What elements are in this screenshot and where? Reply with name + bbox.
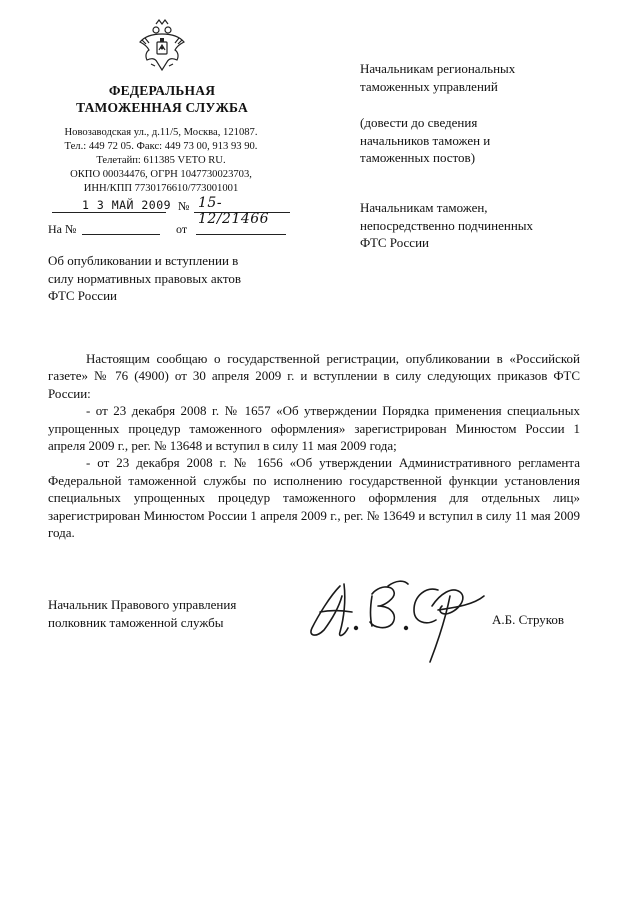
addressee-line: ФТС России: [360, 235, 429, 250]
body-order-item: - от 23 декабря 2008 г. № 1656 «Об утверждении Административного регламента Федеральной таможенной службы по исполнению государственной функции установления специальных упрощенных процедур таможенного оформления для отдельных лиц» зарегистрирован Минюстом России 1 апреля 2009 г., рег. № 13649 и вступил в силу 11 мая 2009 года.: [48, 455, 580, 541]
address-line: Тел.: 449 72 05. Факс: 449 73 00, 913 93 90.: [64, 141, 258, 152]
address-line: Телетайп: 611385 VETO RU.: [96, 155, 226, 166]
addressee-line: Начальникам таможен,: [360, 200, 488, 215]
address-line: ИНН/КПП 7730176610/773001001: [83, 183, 239, 194]
registration-number-stamp: 15-12/21466: [198, 195, 270, 227]
subject-line: ФТС России: [48, 288, 117, 303]
agency-name-line1: ФЕДЕРАЛЬНАЯ: [108, 83, 216, 98]
registration-date-stamp: 1 3 МАЙ 2009: [82, 198, 172, 212]
addressee-customs-heads: [360, 199, 610, 252]
agency-name: [60, 82, 264, 116]
signatory-title-line: полковник таможенной службы: [48, 614, 224, 630]
addressee-regional-departments: [360, 60, 610, 95]
reference-date-underline: [196, 234, 286, 235]
addressee-line: начальников таможен и: [360, 132, 491, 148]
address-line: ОКПО 00034476, ОГРН 1047730023703,: [70, 169, 252, 180]
reference-row: [48, 222, 288, 238]
double-headed-eagle-emblem: [137, 18, 187, 74]
reference-number-underline: [82, 234, 160, 235]
address-line: Новозаводская ул., д.11/5, Москва, 121087.: [64, 127, 258, 138]
addressee-line: таможенных управлений: [360, 78, 498, 94]
registration-date-number-row: [52, 195, 292, 227]
number-sign: №: [178, 199, 190, 213]
subject-line: Об опубликовании и вступлении в: [48, 253, 239, 268]
agency-name-line2: ТАМОЖЕННАЯ СЛУЖБА: [76, 100, 248, 115]
date-underline: [52, 212, 166, 213]
addressee-note: [360, 114, 610, 167]
signatory-title-line: Начальник Правового управления: [48, 597, 237, 612]
body-order-item: - от 23 декабря 2008 г. № 1657 «Об утверждении Порядка применения специальных упрощенных процедур таможенного оформления» зарегистрирован Минюстом России 1 апреля 2009 г., рег. № 13648 и вступил в силу 11 мая 2009 года;: [48, 403, 580, 454]
subject-line: силу нормативных правовых актов: [48, 270, 241, 286]
reference-number-label: На №: [48, 222, 77, 236]
body-intro-paragraph: Настоящим сообщаю о государственной регистрации, опубликовании в «Российской газете» № 76 (4900) от 30 апреля 2009 г. и вступлении в силу следующих приказов ФТС России:: [48, 351, 580, 401]
addressee-line: Начальникам региональных: [360, 61, 516, 76]
addressee-line: таможенных постов): [360, 150, 476, 165]
addressee-line: непосредственно подчиненных: [360, 217, 534, 233]
handwritten-signature: [300, 566, 490, 666]
letter-subject: [48, 252, 288, 305]
letter-body: [48, 350, 580, 541]
agency-address-block: [48, 126, 274, 196]
reference-date-label: от: [176, 222, 188, 236]
signatory-name: А.Б. Струков: [492, 612, 565, 627]
signatory-title: [48, 596, 308, 631]
addressee-line: (довести до сведения: [360, 115, 478, 130]
